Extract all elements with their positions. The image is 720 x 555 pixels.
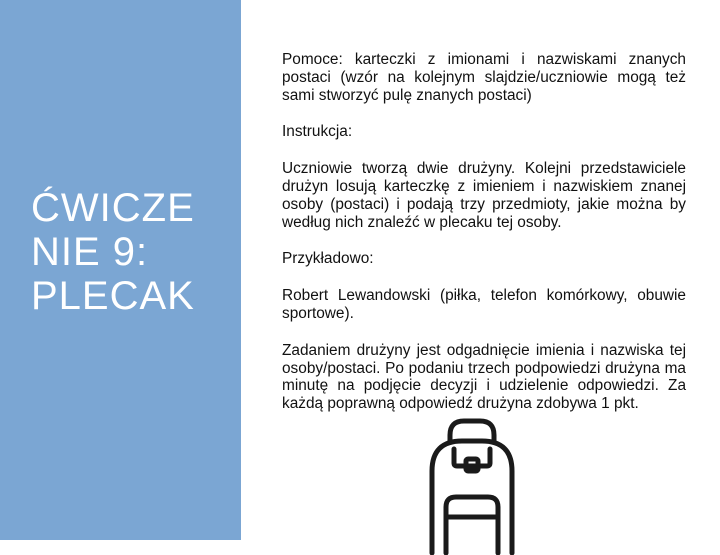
materials-paragraph: Pomoce: karteczki z imionami i nazwiskami znanych postaci (wzór na kolejnym slajdzie/uczniowie mogą też sami stworzyć pulę znanych postaci) bbox=[282, 51, 686, 104]
example-heading: Przykładowo: bbox=[282, 250, 374, 268]
slide-content bbox=[282, 51, 686, 413]
slide-title: ĆWICZE NIE 9: PLECAK bbox=[31, 186, 195, 318]
example-paragraph: Robert Lewandowski (piłka, telefon komórkowy, obuwie sportowe). bbox=[282, 287, 686, 322]
backpack-icon bbox=[410, 415, 534, 555]
instructions-heading: Instrukcja: bbox=[282, 123, 353, 141]
instructions-paragraph: Uczniowie tworzą dwie drużyny. Kolejni przedstawiciele drużyn losują karteczkę z imieniem i nazwiskiem znanej osoby (postaci) i podają trzy przedmioty, jakie można by według nich znaleźć w plecaku tej osoby. bbox=[282, 160, 686, 231]
scoring-paragraph: Zadaniem drużyny jest odgadnięcie imienia i nazwiska tej osoby/postaci. Po podaniu trzech podpowiedzi drużyna ma minutę na podjęcie decyzji i udzielenie odpowiedzi. Za każdą poprawną odpowiedź drużyna zdobywa 1 pkt. bbox=[282, 341, 686, 413]
